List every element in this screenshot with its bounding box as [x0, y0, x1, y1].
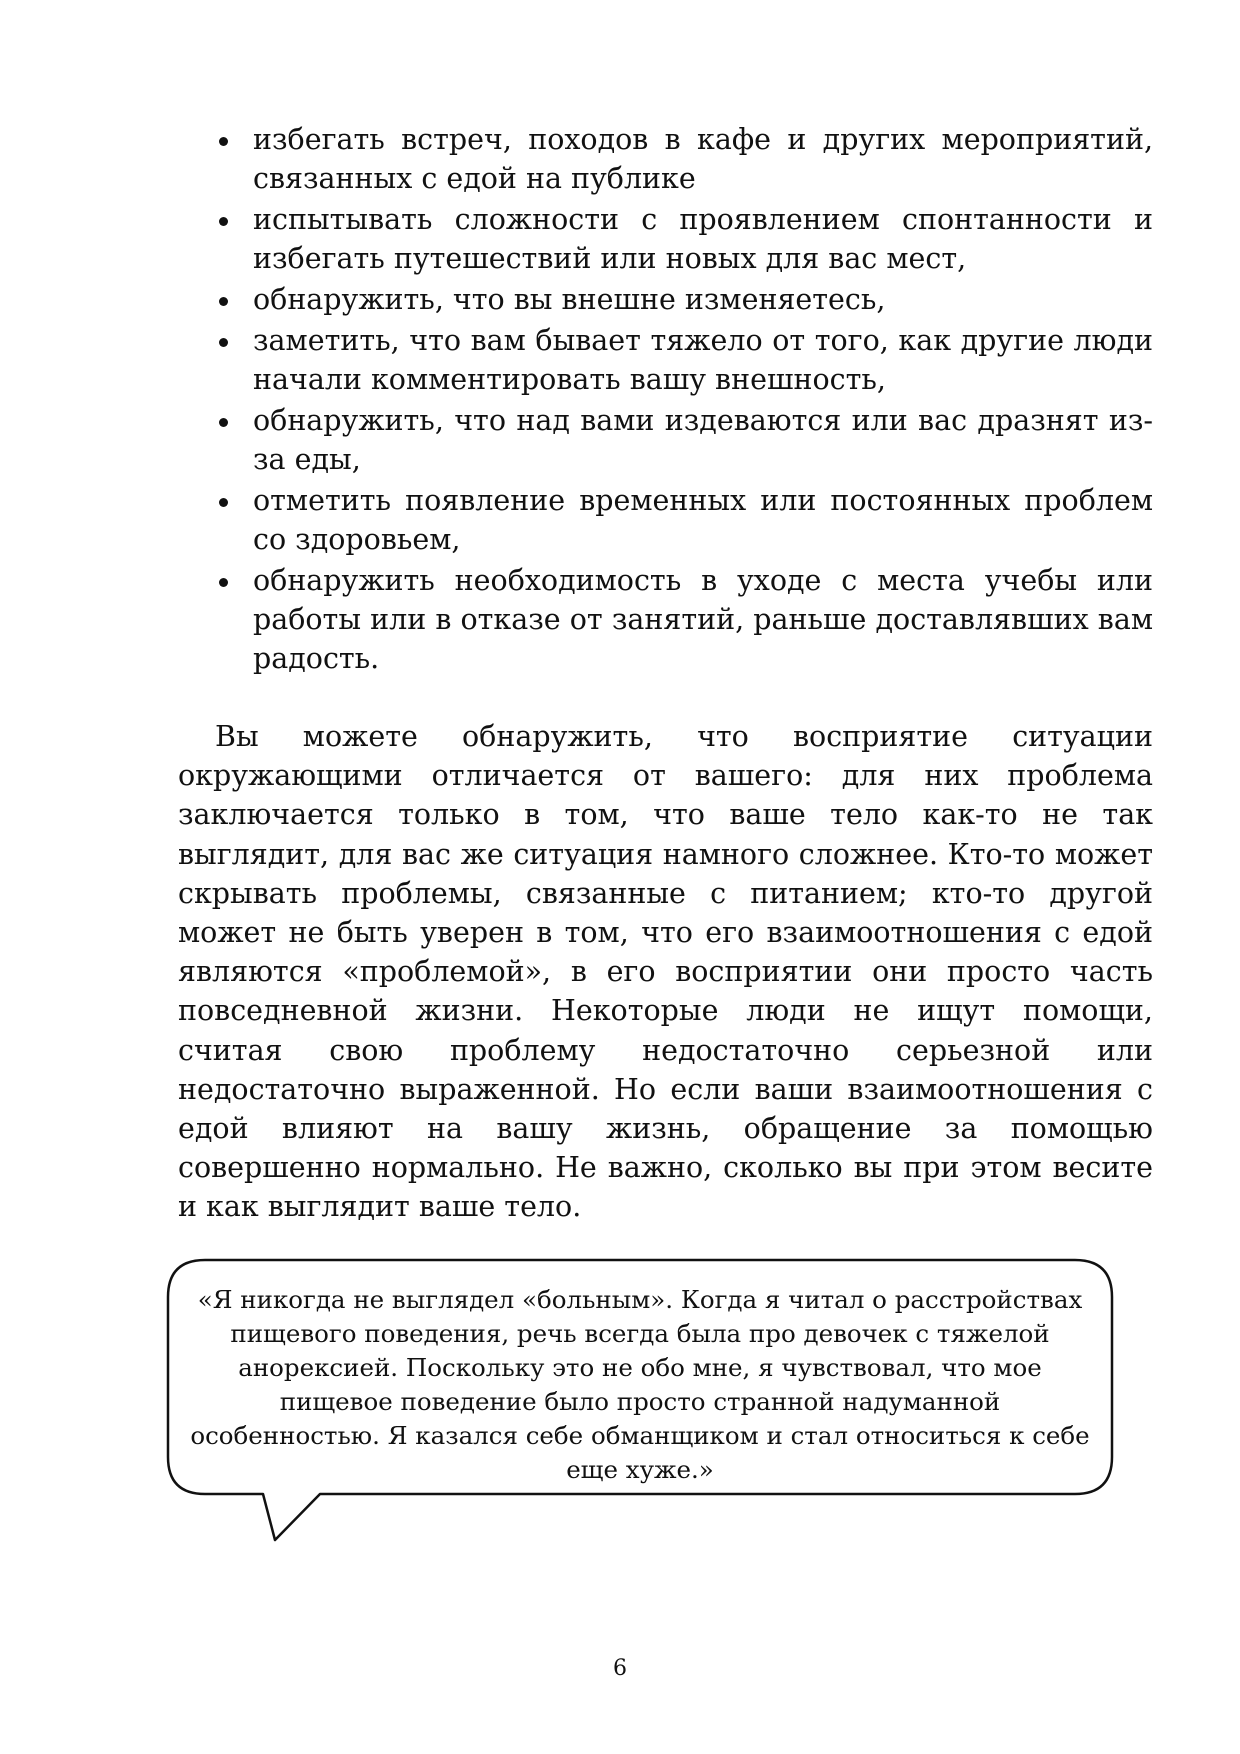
list-item-text: заметить, что вам бывает тяжело от того, как другие люди начали комментировать вашу внешность, [253, 324, 1153, 396]
list-item-text: обнаружить, что над вами издеваются или вас дразнят из-за еды, [253, 404, 1153, 476]
quote-text: «Я никогда не выглядел «больным». Когда я читал о расстройствах пищевого поведения, речь всегда была про девочек с тяжелой анорексией. Поскольку это не обо мне, я чувствовал, что мое пищевое поведение было просто странной надуманной особенностью. Я казался себе обманщиком и стал относиться к себе еще хуже.» [190, 1285, 1090, 1484]
page-number: 6 [613, 1656, 627, 1681]
list-item-text: отметить появление временных или постоянных проблем со здоровьем, [253, 484, 1153, 556]
list-item-text: обнаружить необходимость в уходе с места учебы или работы или в отказе от занятий, раньше доставлявших вам радость. [253, 564, 1153, 675]
list-item-text: избегать встреч, походов в кафе и других мероприятий, связанных с едой на публике [253, 123, 1153, 195]
body-paragraph: Вы можете обнаружить, что восприятие ситуации окружающими отличается от вашего: для них проблема заключается только в том, что ваше тело как-то не так выглядит, для вас же ситуация намного сложнее. Кто-то может скрывать проблемы, связанные с питанием; кто-то другой может не быть уверен в том, что его взаимоотношения с едой являются «проблемой», в его восприятии они просто часть повседневной жизни. Некоторые люди не ищут помощи, считая свою проблему недостаточно серьезной или недостаточно выраженной. Но если ваши взаимоотношения с едой влияют на вашу жизнь, обращение за помощью совершенно нормально. Не важно, сколько вы при этом весите и как выглядит ваше тело. [178, 720, 1153, 1224]
list-item-text: испытывать сложности с проявлением спонтанности и избегать путешествий или новых для вас мест, [253, 203, 1153, 275]
list-item-text: обнаружить, что вы внешне изменяетесь, [253, 283, 886, 316]
